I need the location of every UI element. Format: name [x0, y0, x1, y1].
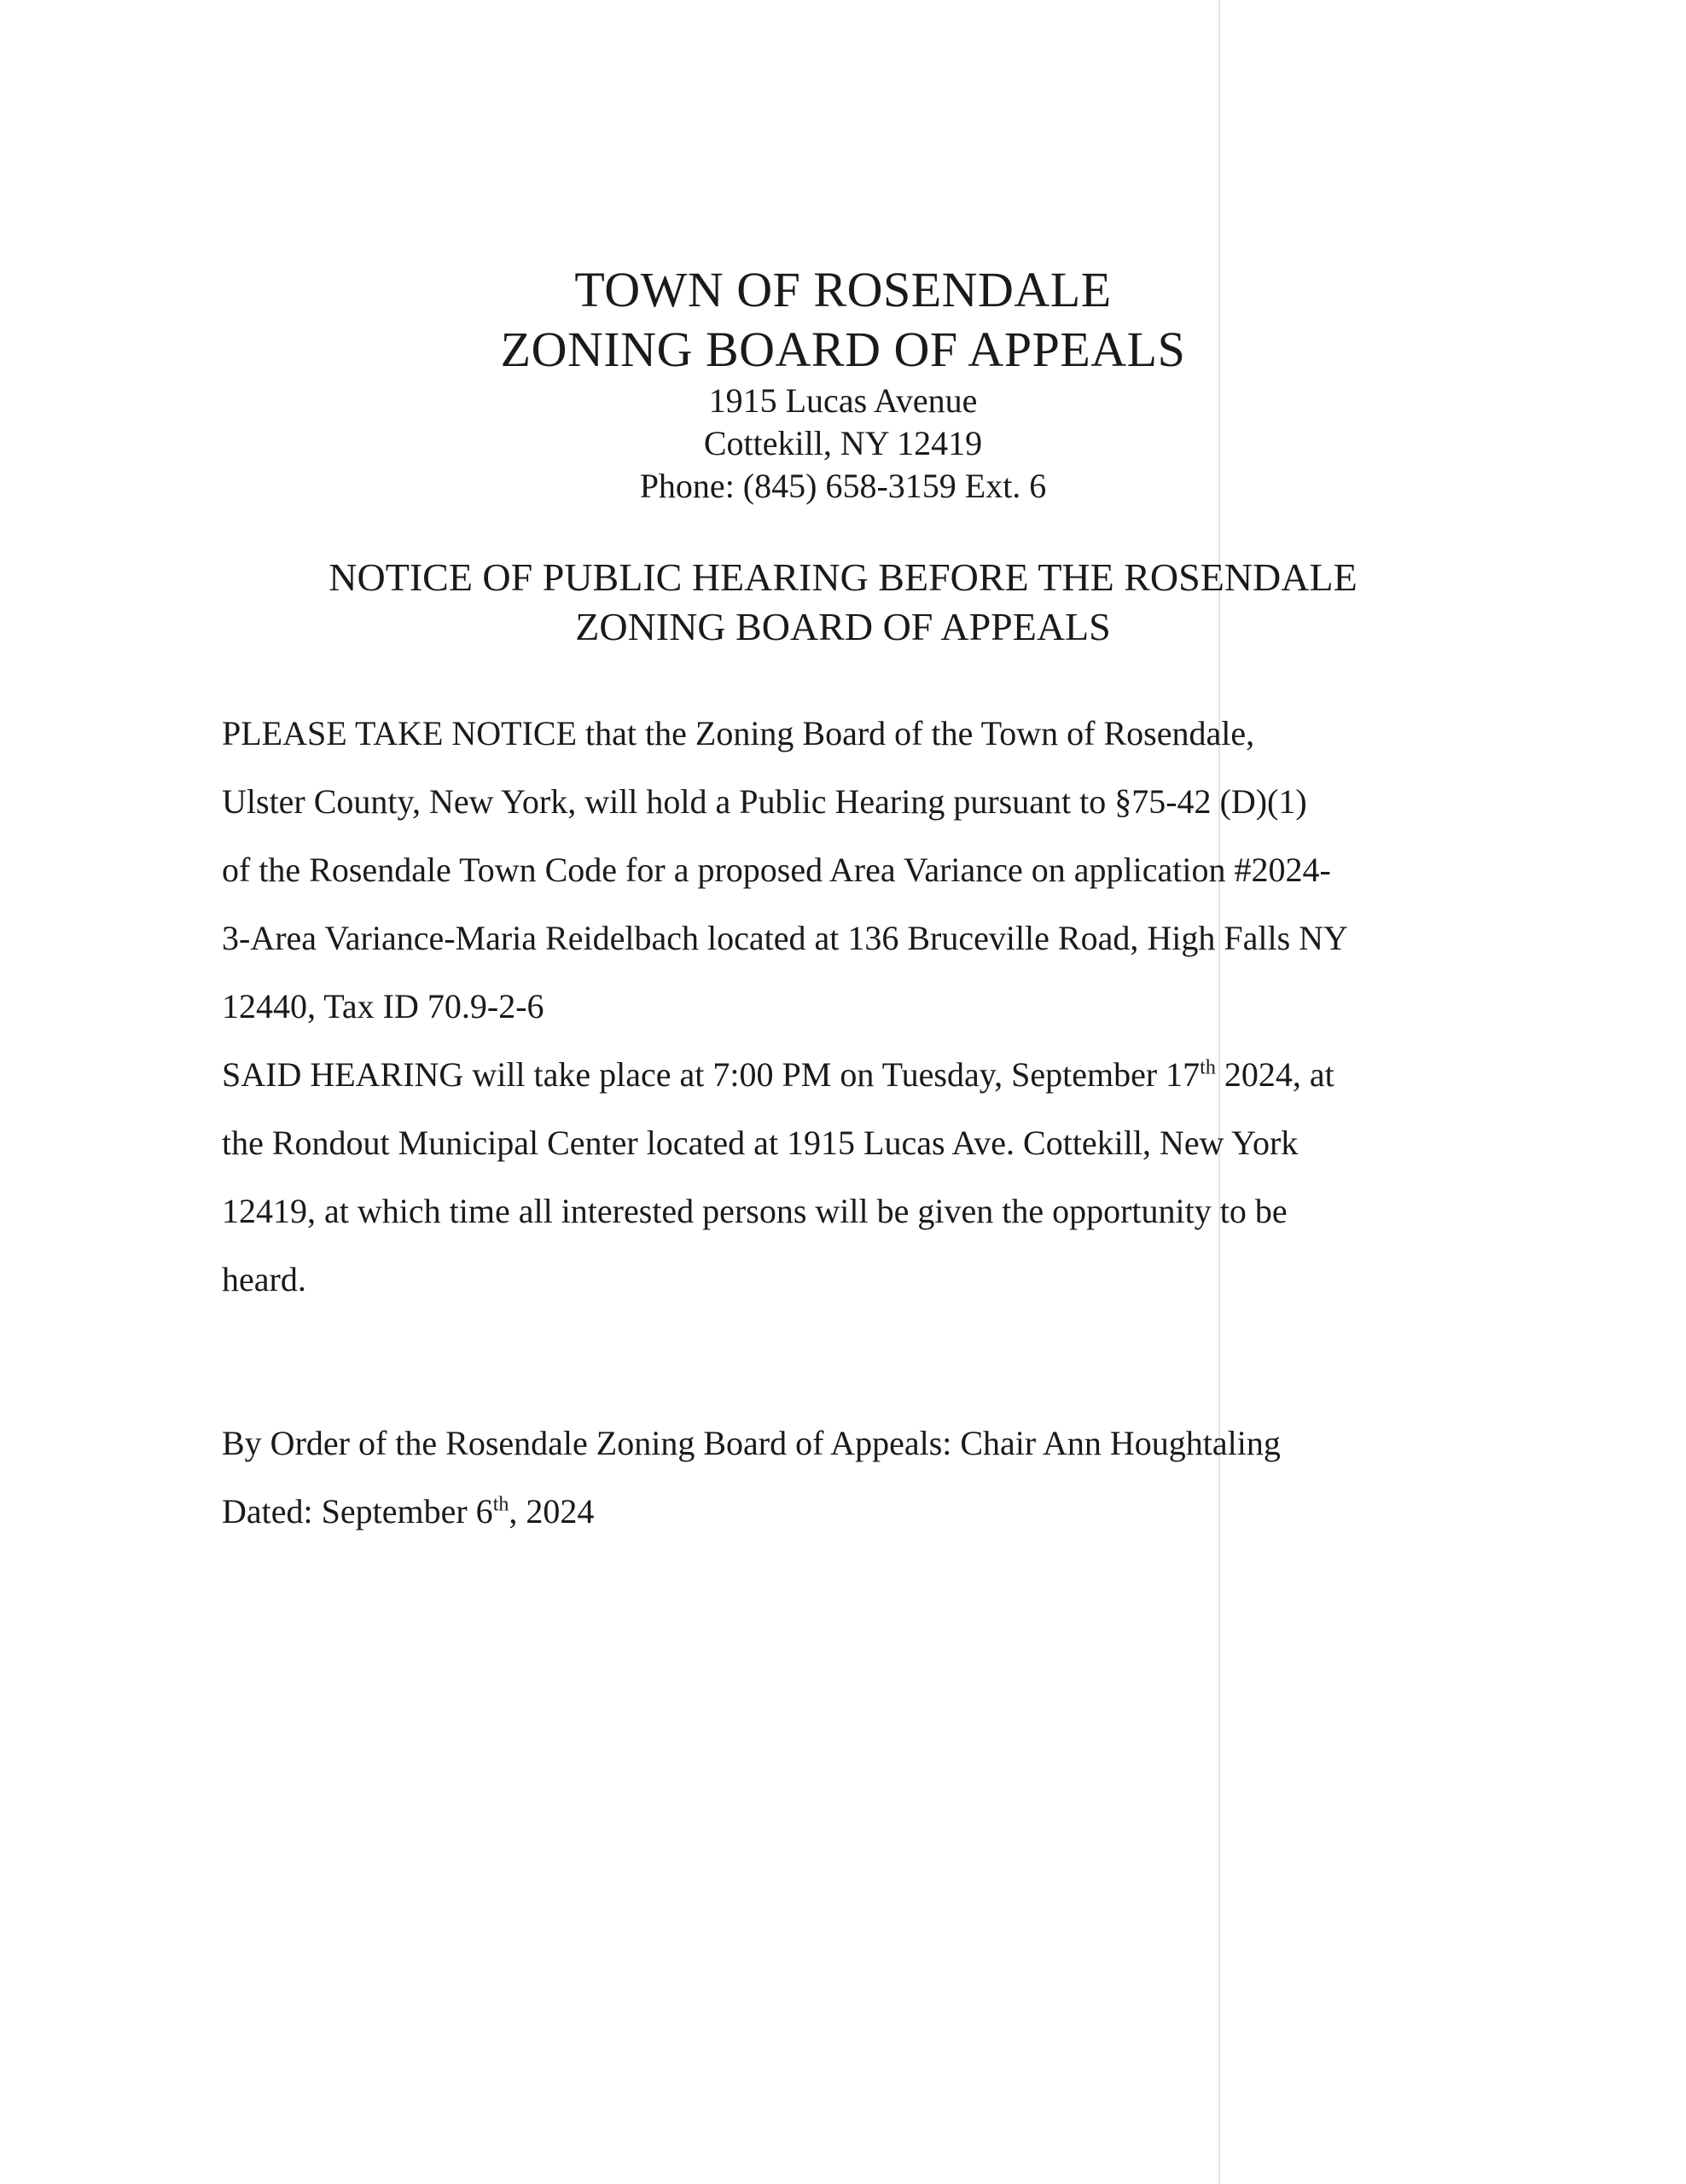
- hearing-text-end: 2024, at the Rondout Municipal Center located at 1915 Lucas Ave. Cottekill, New York 12419, at which time all interested persons will be given the opportunity to be heard.: [222, 1055, 1334, 1298]
- hearing-text-start: SAID HEARING will take place at 7:00 PM on Tuesday, September 17: [222, 1055, 1201, 1094]
- phone-number: Phone: (845) 658-3159 Ext. 6: [639, 467, 1047, 505]
- dated-line: [222, 1478, 1485, 1546]
- town-name: TOWN OF ROSENDALE: [574, 262, 1112, 317]
- notice-heading-line1: NOTICE OF PUBLIC HEARING BEFORE THE ROSENDALE: [328, 555, 1358, 599]
- date-ordinal: th: [1200, 1056, 1216, 1079]
- letterhead: [0, 260, 1686, 508]
- order-line: By Order of the Rosendale Zoning Board of Appeals: Chair Ann Houghtaling: [222, 1424, 1281, 1462]
- dated-text-start: Dated: September 6: [222, 1492, 493, 1531]
- board-name: ZONING BOARD OF APPEALS: [500, 322, 1186, 377]
- notice-heading-line2: ZONING BOARD OF APPEALS: [575, 605, 1111, 648]
- street-address: 1915 Lucas Avenue: [708, 381, 978, 420]
- notice-body: [222, 700, 1485, 1314]
- notice-heading: [0, 553, 1686, 652]
- notice-paragraph: PLEASE TAKE NOTICE that the Zoning Board of the Town of Rosendale, Ulster County, New York, will hold a Public Hearing pursuant to §75-42 (D)(1) of the Rosendale Town Code for a proposed Area Variance on application #2024- 3-Area Variance-Maria Reidelbach located at 136 Bruceville Road, High Falls NY 12440, Tax ID 70.9-2-6: [222, 714, 1348, 1025]
- dated-text-end: , 2024: [509, 1492, 595, 1531]
- city-state-zip: Cottekill, NY 12419: [703, 424, 983, 462]
- signature-block: [222, 1409, 1485, 1546]
- dated-ordinal: th: [492, 1493, 509, 1516]
- hearing-paragraph: [222, 1041, 1485, 1314]
